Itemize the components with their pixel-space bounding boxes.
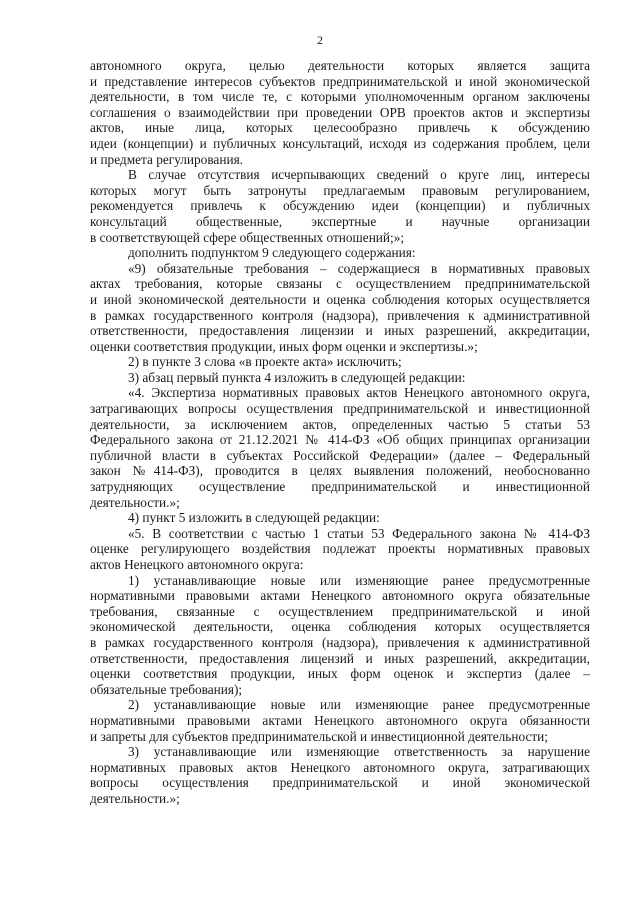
paragraph xyxy=(90,510,590,526)
paragraph xyxy=(90,744,590,806)
text-line: в рамках государственного контроля (надзора), привлечения к административной xyxy=(90,634,590,650)
paragraph xyxy=(90,245,590,261)
text-line: деятельности.»; xyxy=(90,494,180,510)
text-line: актах требования, которые связаны с осуществлением предпринимательской xyxy=(90,276,590,292)
text-line: и иной экономической деятельности и оценка соблюдения которых осуществляется xyxy=(90,291,590,307)
paragraph xyxy=(90,385,590,510)
text-line: экономической деятельности, оценка соблюдения которых осуществляется xyxy=(90,619,590,635)
text-line: и запреты для субъектов предпринимательской и инвестиционной деятельности; xyxy=(90,728,548,744)
page-number: 2 xyxy=(317,33,323,47)
text-line: нормативными правовыми актами Ненецкого автономного округа обязательные xyxy=(90,588,590,604)
text-line: закон №414-ФЗ), проводится в целях выявления положений, необоснованно xyxy=(90,463,590,479)
text-line: нормативными правовыми актами Ненецкого автономного округа обязанности xyxy=(90,712,590,728)
text-line: которых могут быть затронуты предлагаемым правовым регулированием, xyxy=(90,182,590,198)
text-line: оценки соответствия продукции, иных форм оценок и экспертиз (далее – xyxy=(90,666,590,682)
text-line: оценке регулирующего воздействия подлежат проекты нормативных правовых xyxy=(90,541,590,557)
text-line: актов Ненецкого автономного округа: xyxy=(90,557,304,572)
text-line: вопросы осуществления предпринимательской и иной экономической xyxy=(90,775,590,791)
text-line: идеи (концепции) и публичных консультаций, исходя из содержания проблем, цели xyxy=(90,135,590,151)
paragraph xyxy=(90,167,590,245)
paragraph xyxy=(90,697,590,744)
paragraph xyxy=(90,573,590,698)
text-line: ответственности, предоставления лицензий и иных разрешений, аккредитации, xyxy=(90,650,590,666)
text-line: и представление интересов субъектов предпринимательской и иной экономической xyxy=(90,73,590,89)
text-line: обязательные требования); xyxy=(90,681,243,697)
paragraph xyxy=(90,526,590,573)
text-line: затрагивающих вопросы осуществления предпринимательской и инвестиционной xyxy=(90,401,590,417)
text-line: «5. В соответствии с частью 1 статьи 53 Федерального закона № 414-ФЗ xyxy=(128,525,590,541)
text-line: требования, связанные с осуществлением предпринимательской и иной xyxy=(90,603,590,619)
text-line: В случае отсутствия исчерпывающих сведений о круге лиц, интересы xyxy=(128,167,590,183)
text-line: 2) в пункте 3 слова «в проекте акта» исключить; xyxy=(128,354,402,370)
text-line: автономного округа, целью деятельности которых является защита xyxy=(90,58,590,73)
text-line: Федерального закона от 21.12.2021 № 414-ФЗ «Об общих принципах организации xyxy=(90,432,590,448)
text-line: 1) устанавливающие новые или изменяющие ранее предусмотренные xyxy=(128,572,590,588)
text-line: деятельности, за исключением актов, определенных частью 5 статьи 53 xyxy=(90,416,590,432)
text-line: в соответствующей сфере общественных отношений;»; xyxy=(90,229,405,245)
text-line: соглашения о взаимодействии при проведении ОРВ проектов актов и экспертизы xyxy=(90,104,590,120)
text-line: 3) устанавливающие или изменяющие ответственность за нарушение xyxy=(128,744,590,760)
text-line: 3) абзац первый пункта 4 изложить в следующей редакции: xyxy=(128,369,466,385)
text-line: деятельности.»; xyxy=(90,790,180,806)
text-line: оценки соответствия продукции, иных форм оценки и экспертизы.»; xyxy=(90,338,478,354)
text-line: дополнить подпунктом 9 следующего содержания: xyxy=(128,245,416,261)
paragraph xyxy=(90,370,590,386)
text-line: рекомендуется привлечь к обсуждению идеи (концепции) и публичных xyxy=(90,198,590,214)
paragraph xyxy=(90,58,590,167)
paragraph xyxy=(90,261,590,355)
text-line: 4) пункт 5 изложить в следующей редакции: xyxy=(128,510,380,526)
text-line: деятельности, в том числе те, с которыми уполномоченным органом заключены xyxy=(90,89,590,105)
text-line: ответственности, предоставления лицензии и иных разрешений, аккредитации, xyxy=(90,323,590,339)
text-line: в рамках государственного контроля (надзора), привлечения к административной xyxy=(90,307,590,323)
text-line: актов, иные лица, которых целесообразно привлечь к обсуждению xyxy=(90,120,590,136)
document-body xyxy=(90,58,590,807)
text-line: «4. Экспертиза нормативных правовых актов Ненецкого автономного округа, xyxy=(128,385,590,401)
text-line: 2) устанавливающие новые или изменяющие ранее предусмотренные xyxy=(128,697,590,713)
text-line: публичной власти в субъектах Российской Федерации» (далее – Федеральный xyxy=(90,447,590,463)
text-line: нормативных правовых актов Ненецкого автономного округа, затрагивающих xyxy=(90,759,590,775)
paragraph xyxy=(90,354,590,370)
text-line: консультаций общественные, экспертные и научные организации xyxy=(90,213,590,229)
text-line: затрудняющих осуществление предпринимательской и инвестиционной xyxy=(90,479,590,495)
text-line: «9) обязательные требования – содержащиеся в нормативных правовых xyxy=(128,260,590,276)
text-line: и предмета регулирования. xyxy=(90,151,244,167)
